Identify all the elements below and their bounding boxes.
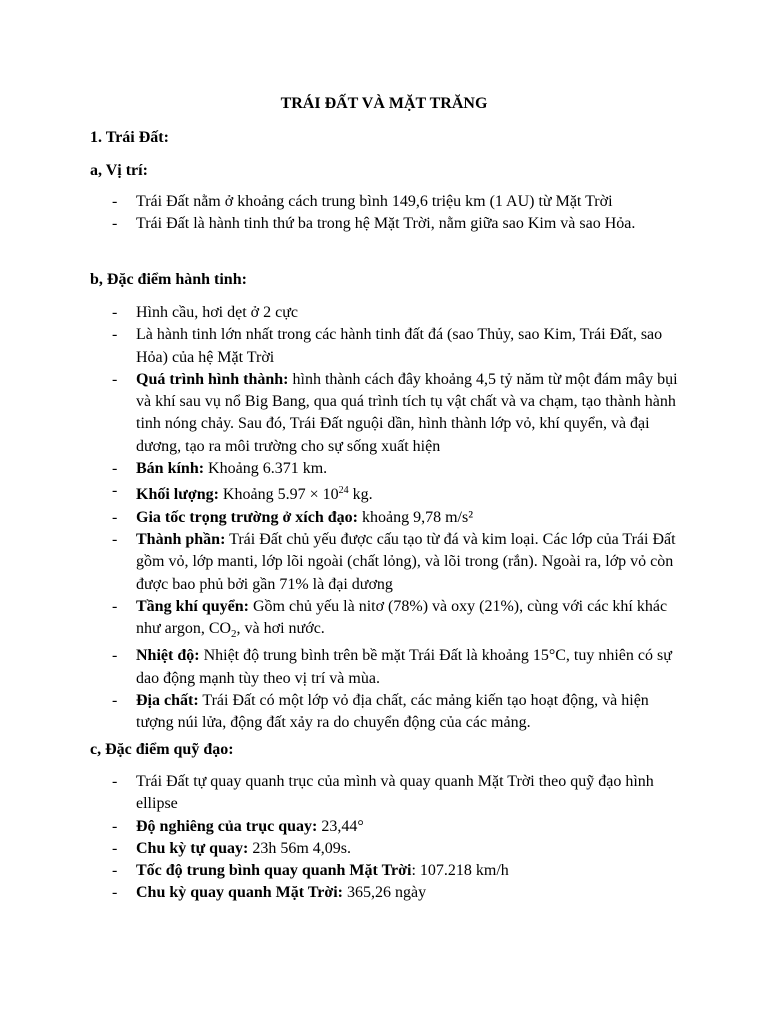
list-item-label: Thành phần: <box>136 530 226 548</box>
list-item-label: Độ nghiêng của trục quay: <box>136 817 318 835</box>
list-item-label: Nhiệt độ: <box>136 647 200 665</box>
bullet-dash: - <box>112 862 118 880</box>
section-heading-orbit-features: c, Đặc điểm quỹ đạo: <box>90 741 234 758</box>
bullet-dash: - <box>112 482 118 500</box>
bullet-dash: - <box>112 692 118 710</box>
list-item-text: hình thành cách đây khoảng 4,5 tỷ năm từ một đám mây bụi và khí sau vụ nổ Big Bang, qua quá trình tích tụ vật chất và va chạm, tạo thành hành tinh nóng chảy. Sau đó, Trái Đất nguội dần, hình thành lớp vỏ, khí quyển, và đại dương, tạo ra môi trường cho sự sống xuất hiện <box>136 370 678 455</box>
position-list <box>90 191 690 236</box>
document-title: TRÁI ĐẤT VÀ MẶT TRĂNG <box>280 95 488 112</box>
list-item <box>90 302 690 324</box>
list-item <box>90 882 690 904</box>
list-item-text: Là hành tinh lớn nhất trong các hành tinh đất đá (sao Thủy, sao Kim, Trái Đất, sao Hỏa) của hệ Mặt Trời <box>136 326 663 366</box>
bullet-dash: - <box>112 370 118 388</box>
list-item-text: Hình cầu, hơi dẹt ở 2 cực <box>136 304 298 321</box>
list-item-text: khoảng 9,78 m/s² <box>357 508 473 526</box>
list-item-text: : 107.218 km/h <box>411 862 509 880</box>
list-item <box>90 191 690 213</box>
list-item-text: Trái Đất nằm ở khoảng cách trung bình 149,6 triệu km (1 AU) từ Mặt Trời <box>136 193 613 210</box>
list-item <box>90 690 690 735</box>
planet-features-list <box>90 302 690 735</box>
list-item-text-tail: , và hơi nước. <box>236 620 325 638</box>
list-item-label: Tầng khí quyển: <box>136 597 249 615</box>
list-item-text: Trái Đất có một lớp vỏ địa chất, các mảng kiến tạo hoạt động, và hiện tượng núi lửa, động đất xảy ra do chuyển động của các mảng. <box>136 692 649 732</box>
section-heading-earth: 1. Trái Đất: <box>90 129 169 146</box>
list-item-label: Quá trình hình thành: <box>136 370 289 388</box>
list-item <box>90 507 690 529</box>
list-item-text: 23,44° <box>317 817 364 835</box>
list-item-text: Khoảng 6.371 km. <box>204 460 328 478</box>
bullet-dash: - <box>112 817 118 835</box>
bullet-dash: - <box>112 460 118 478</box>
list-item-text: Trái Đất tự quay quanh trục của mình và quay quanh Mặt Trời theo quỹ đạo hình ellipse <box>136 773 654 813</box>
list-item-text: Khoảng 5.97 × 10 <box>218 486 339 504</box>
list-item-text: Nhiệt độ trung bình trên bề mặt Trái Đất là khoảng 15°C, tuy nhiên có sự dao động mạnh tùy theo vị trí và mùa. <box>136 647 672 687</box>
list-item-label: Bán kính: <box>136 460 205 478</box>
list-item <box>90 645 690 690</box>
list-item-text: Gồm chủ yếu là nitơ (78%) và oxy (21%), cùng với các khí khác như argon, CO <box>136 597 668 638</box>
orbit-features-list <box>90 771 690 905</box>
bullet-dash: - <box>112 597 118 615</box>
list-item <box>90 324 690 369</box>
list-item <box>90 596 690 646</box>
list-item-label: Khối lượng: <box>136 486 219 504</box>
section-heading-position: a, Vị trí: <box>90 162 148 179</box>
list-item-label: Gia tốc trọng trường ở xích đạo: <box>136 508 358 526</box>
bullet-dash: - <box>112 530 118 548</box>
list-item <box>90 529 690 596</box>
list-item-label: Chu kỳ tự quay: <box>136 839 249 857</box>
bullet-dash: - <box>112 884 118 902</box>
list-item-label: Tốc độ trung bình quay quanh Mặt Trời <box>136 862 412 880</box>
list-item-text: 365,26 ngày <box>343 884 427 902</box>
bullet-dash: - <box>112 839 118 857</box>
list-item <box>90 369 690 458</box>
list-item <box>90 771 690 816</box>
list-item-text-tail: kg. <box>348 486 373 504</box>
section-heading-planet-features: b, Đặc điểm hành tinh: <box>90 271 247 288</box>
list-item <box>90 480 690 506</box>
list-item-text: Trái Đất là hành tinh thứ ba trong hệ Mặt Trời, nằm giữa sao Kim và sao Hỏa. <box>136 215 636 233</box>
list-item-text: Trái Đất chủ yếu được cấu tạo từ đá và kim loại. Các lớp của Trái Đất gồm vỏ, lớp manti, lớp lõi ngoài (chất lỏng), và lõi trong (rắn). Ngoài ra, lớp vỏ còn được bao phủ bởi gần 71% là đại dương <box>136 530 676 593</box>
bullet-dash: - <box>112 193 118 210</box>
list-item-label: Chu kỳ quay quanh Mặt Trời: <box>136 884 343 902</box>
list-item-label: Địa chất: <box>136 692 199 710</box>
bullet-dash: - <box>112 326 118 344</box>
exponent: 24 <box>338 485 349 497</box>
list-item <box>90 458 690 480</box>
list-item <box>90 213 690 235</box>
bullet-dash: - <box>112 304 118 321</box>
list-item-text: 23h 56m 4,09s. <box>248 839 351 857</box>
bullet-dash: - <box>112 215 118 233</box>
bullet-dash: - <box>112 508 118 526</box>
bullet-dash: - <box>112 647 118 665</box>
bullet-dash: - <box>112 773 118 790</box>
list-item <box>90 816 690 838</box>
subscript: 2 <box>231 628 237 641</box>
list-item <box>90 860 690 882</box>
list-item <box>90 838 690 860</box>
